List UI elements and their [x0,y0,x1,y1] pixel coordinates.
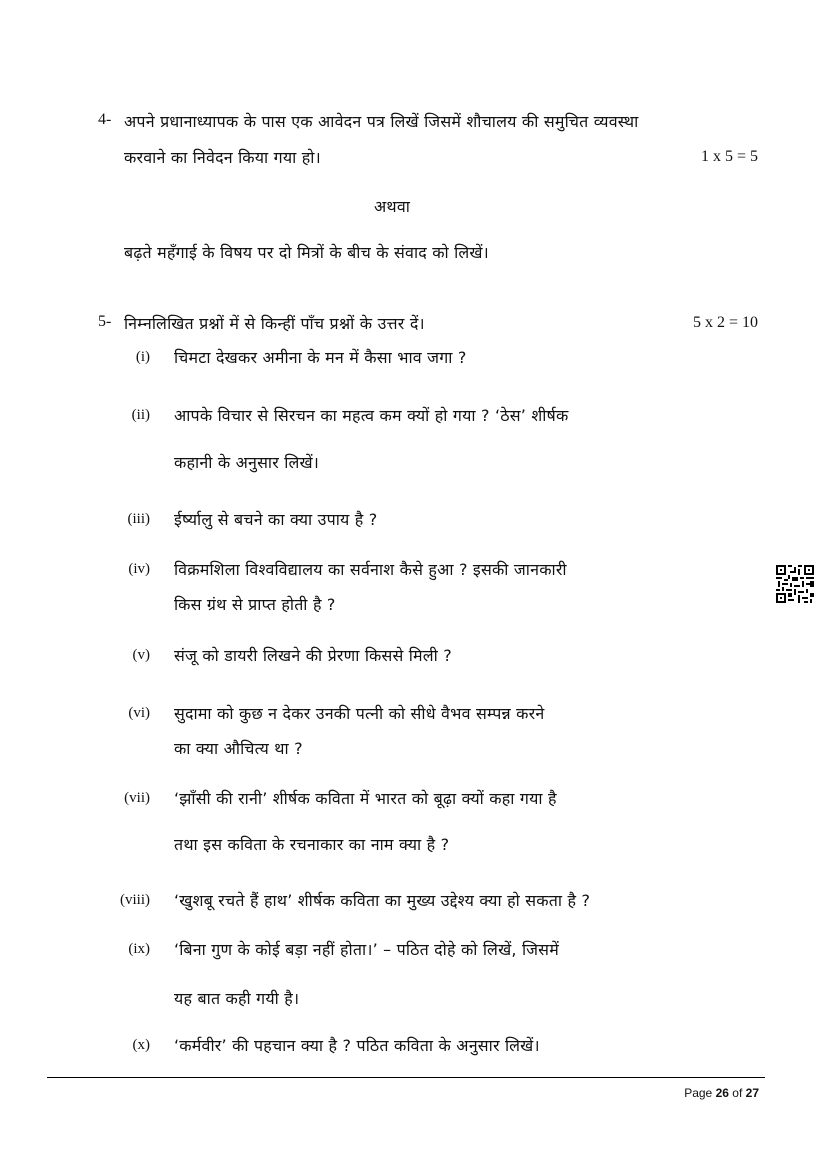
item-label: (viii) [120,892,150,908]
item-line: किस ग्रंथ से प्राप्त होती है ? [174,595,336,614]
q5-marks: 5 x 2 = 10 [692,314,758,331]
item-line: यह बात कही गयी है। [174,989,300,1008]
item-line: चिमटा देखकर अमीना के मन में कैसा भाव जगा ? [174,348,467,367]
page-prefix: Page [684,1086,713,1100]
q4-or: अथवा [374,197,411,216]
page-number [684,1086,759,1100]
item-line: ‘बिना गुण के कोई बड़ा नहीं होता।’ – पठित दोहे को लिखें, जिसमें [174,940,559,959]
q4-number: 4- [98,111,112,128]
q5-line: निम्नलिखित प्रश्नों में से किन्हीं पाँच प्रश्नों के उत्तर दें। [124,314,425,333]
page-current: 26 [715,1086,729,1100]
q5-number: 5- [98,313,112,330]
item-line: ईर्ष्यालु से बचने का क्या उपाय है ? [174,510,378,529]
q4-marks: 1 x 5 = 5 [700,148,758,165]
item-line: ‘कर्मवीर’ की पहचान क्या है ? पठित कविता के अनुसार लिखें। [174,1036,540,1055]
item-line: तथा इस कविता के रचनाकार का नाम क्या है ? [174,835,450,854]
item-line: ‘खुशबू रचते हैं हाथ’ शीर्षक कविता का मुख्य उद्देश्य क्या हो सकता है ? [174,891,591,910]
qr-code-icon [776,565,814,603]
item-label: (ix) [128,941,150,957]
item-line: संजू को डायरी लिखने की प्रेरणा किससे मिली ? [174,646,452,665]
item-line: विक्रमशिला विश्वविद्यालय का सर्वनाश कैसे हुआ ? इसकी जानकारी [174,560,567,579]
item-line: कहानी के अनुसार लिखें। [174,453,320,472]
item-label: (iii) [127,511,150,527]
item-line: आपके विचार से सिरचन का महत्व कम क्यों हो गया ? ‘ठेस’ शीर्षक [174,406,569,425]
footer-divider [47,1077,765,1078]
item-label: (x) [132,1037,150,1053]
item-label: (ii) [131,407,150,423]
item-label: (v) [132,647,150,663]
item-label: (iv) [128,561,150,577]
q4-line1: अपने प्रधानाध्यापक के पास एक आवेदन पत्र लिखें जिसमें शौचालय की समुचित व्यवस्था [124,112,639,131]
item-line: सुदामा को कुछ न देकर उनकी पत्नी को सीधे वैभव सम्पन्न करने [174,704,545,723]
q4-line2: करवाने का निवेदन किया गया हो। [124,148,321,167]
q4-alt: बढ़ते महँगाई के विषय पर दो मित्रों के बीच के संवाद को लिखें। [124,243,489,262]
item-label: (vii) [124,790,150,806]
item-label: (vi) [128,705,150,721]
item-line: ‘झाँसी की रानी’ शीर्षक कविता में भारत को बूढ़ा क्यों कहा गया है [174,789,557,808]
page-of: of [732,1086,743,1100]
item-line: का क्या औचित्य था ? [174,739,303,758]
page-total: 27 [745,1086,759,1100]
item-label: (i) [135,349,150,365]
